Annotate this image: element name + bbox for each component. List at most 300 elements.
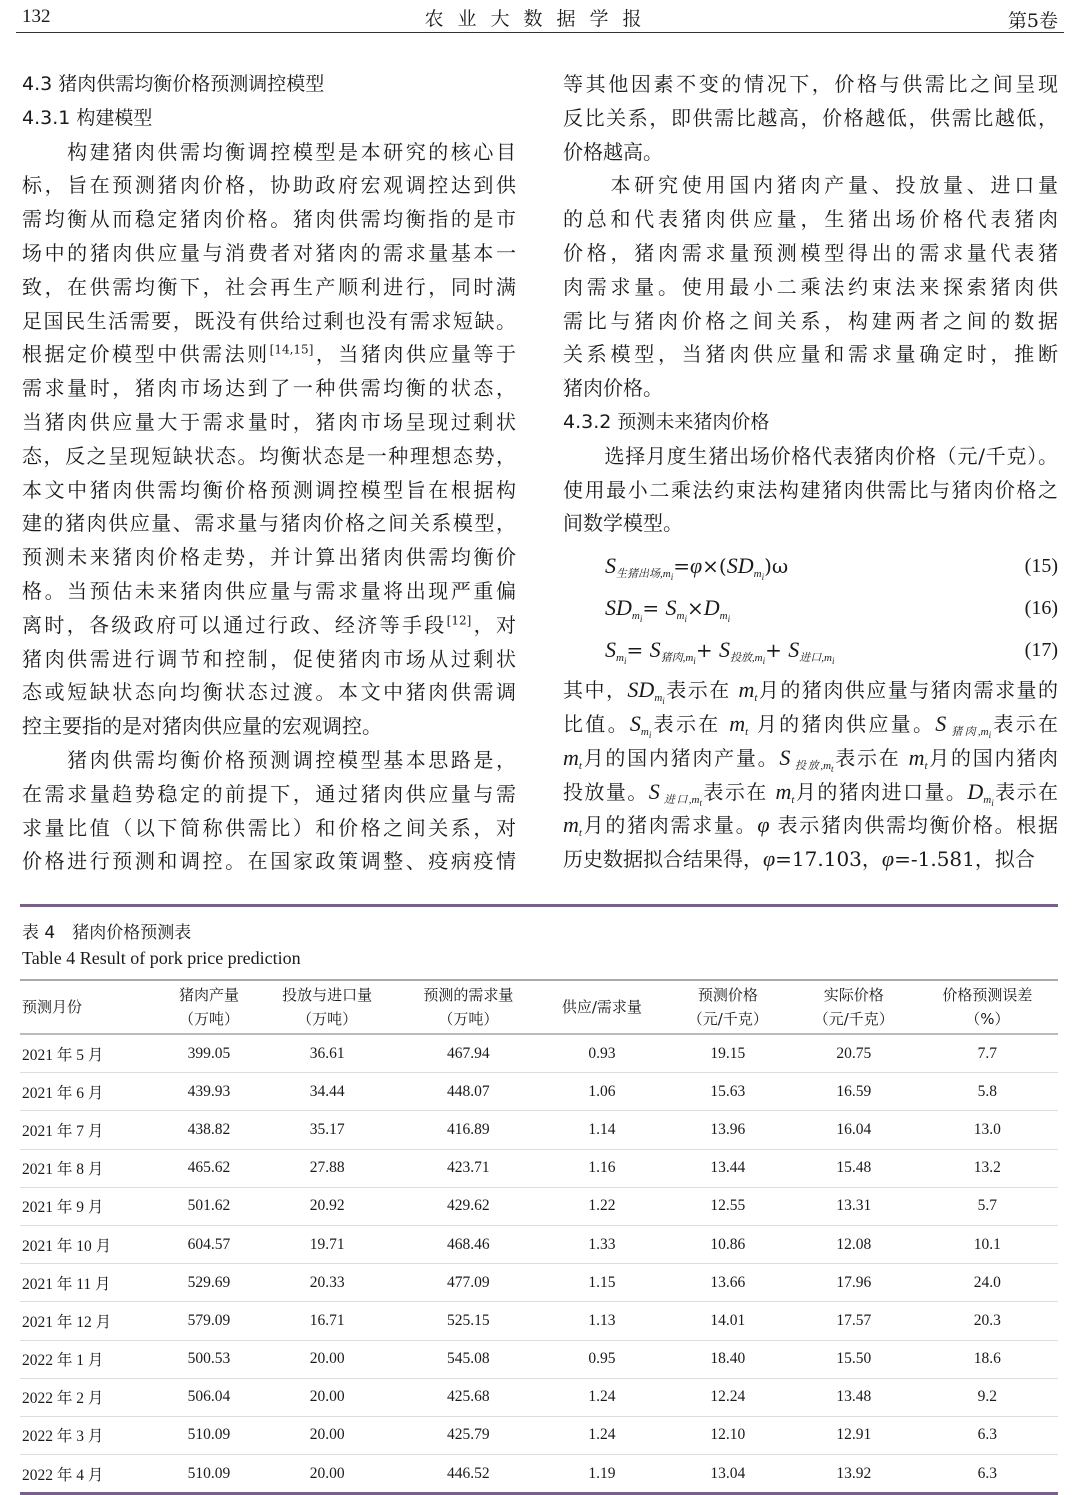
subscript-text: m	[616, 652, 624, 665]
math-var: φ	[757, 812, 770, 838]
table-cell: 467.94	[398, 1034, 539, 1073]
table-cell: 1.19	[539, 1455, 665, 1494]
text-run: 关系模型，当猪肉供应量和需求量确定时，推断	[563, 342, 1058, 367]
table-cell: 17.96	[791, 1264, 917, 1302]
text-run: 历史数据拟合结果得，	[563, 847, 763, 872]
journal-title: 农业大数据学报	[424, 8, 656, 30]
table-cell: 1.14	[539, 1111, 665, 1149]
text-run: 表示在	[664, 678, 739, 703]
column-header	[665, 980, 791, 1034]
table-cell: 20.33	[257, 1264, 398, 1302]
table-row	[20, 1225, 1058, 1263]
text-run: 表示在	[993, 779, 1058, 804]
text-run: 需比与猪肉价格之间关系，构建两者之间的数据	[563, 308, 1058, 333]
table-cell: 12.10	[665, 1416, 791, 1454]
table-cell: 13.44	[665, 1149, 791, 1187]
math-symbol	[605, 595, 643, 625]
text-run: 态或短缺状态向均衡状态过渡。本文中猪肉供需调	[22, 680, 516, 705]
math-var: S	[605, 553, 616, 579]
math-subscript	[654, 692, 665, 707]
text-run: 比值。	[563, 711, 630, 736]
subscript-text: m	[631, 610, 640, 623]
text-line	[22, 305, 516, 339]
text-run: 猪肉供需均衡价格预测调控模型基本思路是，	[22, 747, 516, 772]
table-cell: 446.52	[398, 1455, 539, 1494]
math-symbol	[563, 812, 582, 840]
table-row	[20, 1416, 1058, 1454]
table-cell: 20.3	[917, 1302, 1058, 1340]
subscript-text: t	[924, 759, 928, 772]
text-line	[22, 169, 516, 203]
table-cell: 24.0	[917, 1264, 1058, 1302]
text-line	[563, 474, 1058, 508]
table-cell: 15.50	[791, 1340, 917, 1378]
table-cell: 20.92	[257, 1187, 398, 1225]
table-cell: 13.2	[917, 1149, 1058, 1187]
text-run: 足国民生活需要，既没有供给过剩也没有需求短缺。	[22, 308, 516, 333]
text-line	[22, 643, 516, 677]
math-var: S	[779, 744, 791, 770]
table-row	[20, 1187, 1058, 1225]
table-cell: 1.15	[539, 1264, 665, 1302]
text-run: 使用最小二乘法约束法构建猪肉供需比与猪肉价格之	[563, 477, 1058, 502]
table-cell: 416.89	[398, 1111, 539, 1149]
table-cell: 12.08	[791, 1225, 917, 1263]
table-cell: 9.2	[917, 1378, 1058, 1416]
text-run: 求量比值（以下简称供需比）和价格之间关系，对	[22, 815, 516, 840]
text-run: =	[642, 596, 666, 621]
sub-subscript: i	[988, 729, 992, 740]
text-run: 猪肉供需进行调节和控制，促使猪肉市场从过剩状	[22, 646, 516, 671]
text-line	[563, 102, 1058, 136]
table-cell: 439.93	[161, 1073, 256, 1111]
math-symbol	[690, 554, 702, 578]
text-line	[563, 338, 1058, 372]
text-line	[563, 808, 1058, 842]
header-label: 实际价格	[823, 986, 884, 1004]
text-run: 标，旨在预测猪肉价格，协助政府宏观调控达到供	[22, 173, 516, 198]
math-var: φ	[881, 846, 895, 872]
sub-subscript: i	[639, 614, 643, 625]
text-run: 4.3.1 构建模型	[22, 106, 153, 129]
table-cell: 529.69	[161, 1264, 256, 1302]
table-cell: 20.00	[257, 1378, 398, 1416]
table-cell: 2021 年 10 月	[20, 1225, 161, 1263]
math-symbol	[763, 847, 775, 871]
math-subscript	[983, 794, 993, 806]
math-var: D	[967, 778, 984, 804]
text-run: 猪肉价格。	[563, 376, 663, 401]
subscript-text: t	[754, 692, 758, 705]
subscript-text: t	[578, 827, 582, 840]
text-run: 本研究使用国内猪肉产量、投放量、进口量	[563, 173, 1058, 198]
text-run: )	[764, 554, 772, 579]
table-row	[20, 1302, 1058, 1340]
table-cell: 1.24	[539, 1416, 665, 1454]
math-var: m	[738, 677, 755, 703]
text-run: =17.103，	[775, 847, 882, 872]
text-line	[22, 845, 516, 879]
table-cell: 423.71	[398, 1149, 539, 1187]
text-run: ×(	[702, 554, 727, 579]
math-var: SD	[726, 553, 754, 579]
page-number: 132	[22, 6, 51, 27]
math-subscript	[729, 652, 766, 667]
text-line	[22, 507, 516, 541]
column-header	[917, 980, 1058, 1034]
table-cell: 13.31	[791, 1187, 917, 1225]
equation	[563, 545, 1058, 587]
subscript-text: m	[640, 725, 649, 738]
sub-subscript: t	[699, 797, 702, 808]
table-cell: 15.63	[665, 1073, 791, 1111]
table-cell: 13.66	[665, 1264, 791, 1302]
math-var: S	[629, 710, 641, 736]
column-header	[20, 980, 161, 1034]
table-row	[20, 1111, 1058, 1149]
header-unit: （元/千克）	[813, 1010, 894, 1028]
text-run: 表示在	[702, 779, 776, 804]
text-run: 价格进行预测和调控。在国家政策调整、疫病疫情	[22, 849, 516, 874]
math-var: S	[649, 637, 661, 663]
table-cell: 399.05	[161, 1034, 256, 1073]
citation: [12]	[446, 613, 472, 628]
table-cell: 425.79	[398, 1416, 539, 1454]
sub-subscript: i	[662, 696, 665, 707]
math-subscript	[676, 610, 687, 625]
sub-subscript: i	[991, 797, 994, 808]
text-line	[563, 203, 1058, 237]
text-line	[22, 440, 516, 474]
header-label: 供应/需求量	[561, 998, 642, 1016]
table-cell: 2021 年 6 月	[20, 1073, 161, 1111]
header-label: 预测价格	[697, 986, 758, 1004]
math-symbol	[605, 553, 674, 583]
math-var: S	[788, 637, 800, 663]
text-run: =	[626, 638, 650, 663]
text-line	[563, 842, 1058, 876]
table-cell: 0.95	[539, 1340, 665, 1378]
table-cell: 15.48	[791, 1149, 917, 1187]
table-cell: 2021 年 7 月	[20, 1111, 161, 1149]
table-cell: 545.08	[398, 1340, 539, 1378]
text-run: 投放量。	[563, 779, 649, 804]
math-symbol	[605, 637, 627, 667]
table-cell: 16.04	[791, 1111, 917, 1149]
column-header	[791, 980, 917, 1034]
table-cell: 20.00	[257, 1416, 398, 1454]
table-cell: 2022 年 2 月	[20, 1378, 161, 1416]
column-header	[539, 980, 665, 1034]
text-run: 控主要指的是对猪肉供应量的宏观调控。	[22, 714, 382, 739]
table-cell: 510.09	[161, 1455, 256, 1494]
sub-subscript: i	[693, 656, 696, 667]
subscript-text: 猪肉,m	[946, 725, 989, 738]
text-run: 需均衡从而稳定猪肉价格。猪肉供需均衡指的是市	[22, 207, 516, 232]
sub-subscript: i	[831, 656, 835, 667]
text-line	[563, 673, 1058, 707]
table-cell: 2021 年 12 月	[20, 1302, 161, 1340]
text-run: 格。当预估未来猪肉供应量与需求量将出现严重偏	[22, 578, 516, 603]
table-cell: 425.68	[398, 1378, 539, 1416]
citation: [14,15]	[269, 342, 314, 357]
text-run: 月的猪肉供应量。	[748, 711, 936, 736]
text-line	[563, 237, 1058, 271]
table-cell: 5.7	[917, 1187, 1058, 1225]
text-run: 反比关系，即供需比越高，价格越低，供需比越低，	[563, 105, 1058, 130]
math-symbol	[772, 554, 788, 578]
text-run: ，当猪肉供应量等于	[313, 342, 516, 367]
table-cell: 1.24	[539, 1378, 665, 1416]
sub-subscript: i	[670, 572, 674, 583]
sub-subscript: i	[623, 656, 627, 667]
table-cell: 448.07	[398, 1073, 539, 1111]
header-rule	[16, 32, 1064, 33]
table-cell: 20.00	[257, 1455, 398, 1494]
text-run: 表示在	[833, 745, 909, 770]
math-superscript: ω	[771, 554, 789, 579]
table-cell: 500.53	[161, 1340, 256, 1378]
text-run: 月的国内猪肉产量。	[581, 745, 780, 770]
table-cell: 17.57	[791, 1302, 917, 1340]
math-var: S	[605, 637, 616, 663]
table-cell: 16.59	[791, 1073, 917, 1111]
text-line	[563, 707, 1058, 741]
table-cell: 6.3	[917, 1455, 1058, 1494]
math-var: S	[718, 637, 730, 663]
subscript-text: 投放,m	[790, 759, 832, 772]
table-cell: 14.01	[665, 1302, 791, 1340]
table-cell: 1.16	[539, 1149, 665, 1187]
text-run: 等其他因素不变的情况下，价格与供需比之间呈现	[563, 72, 1058, 96]
math-var: SD	[627, 677, 655, 703]
math-subscript	[946, 726, 991, 738]
math-subscript	[660, 652, 696, 667]
table-row	[20, 1264, 1058, 1302]
text-run: 表示在	[651, 711, 730, 736]
math-symbol	[909, 746, 928, 770]
table-cell: 429.62	[398, 1187, 539, 1225]
math-symbol	[627, 677, 665, 707]
left-column	[22, 68, 516, 879]
table-cell: 2022 年 4 月	[20, 1455, 161, 1494]
math-var: SD	[605, 595, 632, 621]
table-cell: 1.06	[539, 1073, 665, 1111]
math-subscript	[753, 568, 765, 583]
volume: 第5卷	[1007, 10, 1058, 32]
math-symbol	[776, 780, 795, 804]
header-unit: （万吨）	[178, 1010, 239, 1028]
text-run: 表示在	[991, 711, 1058, 736]
text-run: 选择月度生猪出场价格代表猪肉价格（元/千克）。	[563, 443, 1058, 468]
text-line	[22, 778, 516, 812]
text-line	[22, 744, 516, 778]
table-row	[20, 1378, 1058, 1416]
table-cell: 2022 年 1 月	[20, 1340, 161, 1378]
sub-subscript: i	[761, 572, 765, 583]
text-line	[563, 68, 1058, 102]
text-run: ，对	[471, 612, 516, 637]
column-header	[161, 980, 256, 1034]
table-cell: 13.48	[791, 1378, 917, 1416]
text-line	[563, 271, 1058, 305]
subscript-text: 投放,m	[729, 652, 763, 665]
text-line	[563, 440, 1058, 474]
table-cell: 0.93	[539, 1034, 665, 1073]
text-run: 价格，猪肉需求量预测模型得出的需求量代表猪	[563, 240, 1058, 265]
math-symbol	[779, 744, 834, 774]
table-cell: 7.7	[917, 1034, 1058, 1073]
text-line	[22, 474, 516, 508]
table-caption-en: Table 4 Result of pork price prediction	[22, 948, 301, 968]
math-subscript	[719, 610, 731, 625]
math-var: m	[563, 812, 579, 838]
table-cell: 1.22	[539, 1187, 665, 1225]
table-cell: 19.15	[665, 1034, 791, 1073]
table-cell: 604.57	[161, 1225, 256, 1263]
table-cell: 2021 年 9 月	[20, 1187, 161, 1225]
table-cell: 5.8	[917, 1073, 1058, 1111]
equation-number: (17)	[1024, 639, 1058, 662]
text-run: 建的猪肉供应量、需求量与猪肉价格之间关系模型，	[22, 511, 516, 536]
table-cell: 20.75	[791, 1034, 917, 1073]
table-cell: 35.17	[257, 1111, 398, 1149]
text-run: 月的猪肉供应量与猪肉需求量的	[757, 678, 1058, 703]
text-run: 本文中猪肉供需均衡价格预测调控模型旨在根据构	[22, 477, 516, 502]
section-heading	[22, 102, 516, 136]
math-symbol	[703, 595, 731, 625]
sub-subscript: i	[727, 614, 731, 625]
table-cell: 438.82	[161, 1111, 256, 1149]
table-cell: 16.71	[257, 1302, 398, 1340]
text-run: 月的猪肉进口量。	[794, 779, 968, 804]
subscript-text: m	[983, 793, 992, 806]
section-heading	[22, 68, 516, 102]
sub-subscript: t	[831, 763, 834, 774]
text-line	[22, 676, 516, 710]
text-line	[22, 710, 516, 744]
table-cell: 1.33	[539, 1225, 665, 1263]
subscript-text: m	[753, 568, 762, 581]
subscript-text: t	[578, 759, 582, 772]
math-symbol	[649, 637, 696, 667]
header-label: 预测的需求量	[423, 986, 514, 1004]
math-var: m	[729, 710, 746, 736]
text-run: 构建猪肉供需均衡调控模型是本研究的核心目	[22, 139, 516, 164]
table-cell: 36.61	[257, 1034, 398, 1073]
header-label: 价格预测误差	[942, 986, 1033, 1004]
header-label: 猪肉产量	[178, 986, 239, 1004]
text-run: +	[695, 638, 719, 663]
table-cell: 12.24	[665, 1378, 791, 1416]
text-line	[563, 169, 1058, 203]
math-subscript	[641, 726, 651, 738]
math-symbol	[967, 778, 994, 808]
table-row	[20, 1073, 1058, 1111]
math-symbol	[738, 677, 758, 705]
equation	[563, 629, 1058, 671]
right-column	[563, 68, 1058, 876]
text-line	[563, 741, 1058, 775]
text-run: 离时，各级政府可以通过行政、经济等手段	[22, 612, 447, 637]
table-cell: 18.6	[917, 1340, 1058, 1378]
section-heading	[563, 406, 1058, 440]
column-header	[257, 980, 398, 1034]
header-label: 投放与进口量	[282, 986, 373, 1004]
subscript-text: m	[719, 610, 728, 623]
subscript-text: 进口,m	[799, 652, 832, 665]
subscript-text: t	[745, 725, 749, 738]
math-var: D	[703, 595, 720, 621]
sub-subscript: i	[762, 656, 766, 667]
text-run: 根据定价模型中供需法则	[22, 342, 270, 367]
table-cell: 506.04	[161, 1378, 256, 1416]
table-cell: 19.71	[257, 1225, 398, 1263]
math-var: S	[665, 595, 677, 621]
text-run: 4.3.2 预测未来猪肉价格	[563, 410, 770, 433]
header-unit: （%）	[965, 1010, 1010, 1028]
table-cell: 2021 年 5 月	[20, 1034, 161, 1073]
text-run: 月的国内猪肉	[927, 745, 1058, 770]
text-run: 表示猪肉供需均衡价格。根据	[769, 813, 1058, 838]
table-cell: 10.86	[665, 1225, 791, 1263]
table-cell: 20.00	[257, 1340, 398, 1378]
sub-subscript: i	[684, 614, 687, 625]
math-var: m	[908, 744, 925, 770]
text-run: 间数学模型。	[563, 511, 683, 536]
table-cell: 2021 年 11 月	[20, 1264, 161, 1302]
text-line	[22, 541, 516, 575]
text-line	[22, 372, 516, 406]
math-symbol	[757, 813, 769, 837]
table-cell: 34.44	[257, 1073, 398, 1111]
table-top-rule	[20, 904, 1058, 907]
text-line	[563, 136, 1058, 170]
text-line	[22, 338, 516, 372]
header-unit: （万吨）	[438, 1010, 499, 1028]
table-cell: 2022 年 3 月	[20, 1416, 161, 1454]
table-cell: 579.09	[161, 1302, 256, 1340]
math-symbol	[665, 595, 687, 625]
text-line	[22, 406, 516, 440]
text-run: 月的猪肉需求量。	[581, 813, 758, 838]
sub-subscript: i	[648, 729, 652, 740]
text-line	[22, 271, 516, 305]
text-run: =	[673, 554, 690, 579]
subscript-text: 进口,m	[659, 793, 700, 806]
header-label: 预测月份	[22, 998, 83, 1016]
text-run: ×	[686, 596, 704, 621]
math-symbol	[629, 710, 652, 740]
equation	[563, 587, 1058, 629]
table-row	[20, 1340, 1058, 1378]
table-cell: 13.92	[791, 1455, 917, 1494]
table-cell: 13.96	[665, 1111, 791, 1149]
equation-number: (15)	[1024, 555, 1058, 578]
text-run: +	[765, 638, 789, 663]
table-cell: 525.15	[398, 1302, 539, 1340]
math-subscript	[799, 652, 835, 667]
math-subscript	[631, 610, 643, 625]
table-cell: 27.88	[257, 1149, 398, 1187]
table-cell: 465.62	[161, 1149, 256, 1187]
table-cell: 6.3	[917, 1416, 1058, 1454]
text-run: 4.3 猪肉供需均衡价格预测调控模型	[22, 73, 325, 95]
text-run: 致，在供需均衡下，社会再生产顺利进行，同时满	[22, 274, 516, 299]
math-subscript	[790, 760, 833, 772]
table-row	[20, 1455, 1058, 1494]
table-cell: 477.09	[398, 1264, 539, 1302]
